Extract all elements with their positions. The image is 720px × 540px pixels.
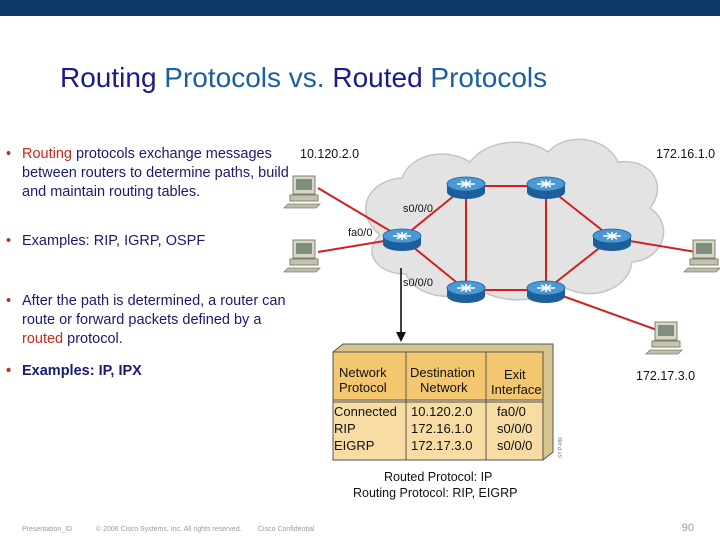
router-icon — [383, 229, 421, 251]
router-icon — [527, 281, 565, 303]
network-label-172-16-1-0: 172.16.1.0 — [656, 147, 716, 161]
router-icon — [527, 177, 565, 199]
pc-icon — [284, 176, 320, 208]
bullet-text: Examples: RIP, IGRP, OSPF — [22, 233, 206, 249]
network-label-172-17-3-0: 172.17.3.0 — [636, 369, 696, 383]
router-icon — [447, 177, 485, 199]
table-cell: 10.120.2.0 — [411, 404, 473, 419]
routing-table — [333, 344, 553, 460]
table-header-network-protocol: Network Protocol — [339, 365, 387, 395]
table-cell: 172.17.3.0 — [411, 438, 473, 453]
title-part-protocols-vs: Protocols vs. — [156, 62, 333, 93]
interface-label-s0-0-0: s0/0/0 — [403, 203, 433, 215]
network-label-10-120-2-0: 10.120.2.0 — [300, 147, 360, 161]
table-cell: RIP — [334, 421, 356, 436]
bullet-marker: • — [6, 233, 12, 249]
router-icon — [593, 229, 631, 251]
table-header-destination-network: Destination Network — [410, 365, 476, 395]
table-cell: EIGRP — [334, 438, 375, 453]
bullet-highlight-routing: Routing — [22, 146, 72, 162]
footer-presentation-id: Presentation_ID — [22, 526, 73, 533]
interface-label-fa0-0: fa0/0 — [348, 227, 373, 239]
interface-label-s0-0-0: s0/0/0 — [403, 277, 433, 289]
table-cell: fa0/0 — [497, 404, 526, 419]
title-part-routed: Routed — [332, 62, 423, 93]
caption-routing-protocol: Routing Protocol: RIP, EIGRP — [353, 486, 518, 500]
footer-copyright: © 2006 Cisco Systems, Inc. All rights reserved. — [96, 526, 242, 533]
bullet-text-rest: protocols exchange messages between routers to determine paths, build and maintain routing tables. — [22, 146, 289, 200]
pointer-arrow-head — [396, 332, 406, 342]
figure-code: ST P-#86 — [558, 436, 564, 458]
title-part-routing: Routing — [60, 62, 157, 93]
bullet-marker: • — [6, 363, 12, 379]
pc-icon — [646, 322, 682, 354]
bullet-highlight-routed: routed — [22, 331, 64, 347]
table-cell: s0/0/0 — [497, 438, 533, 453]
footer-confidential: Cisco Confidential — [258, 526, 315, 533]
caption-routed-protocol: Routed Protocol: IP — [384, 470, 493, 484]
table-cell: s0/0/0 — [497, 421, 533, 436]
bullet-text-pre: After the path is determined, a router can route or forward packets defined by a — [22, 293, 286, 328]
bullet-marker: • — [6, 293, 12, 309]
bullet-text-post: protocol. — [63, 331, 123, 347]
pc-icon — [684, 240, 720, 272]
page-number: 90 — [681, 522, 694, 534]
network-cloud — [366, 139, 664, 299]
pc-icon — [284, 240, 320, 272]
table-cell: 172.16.1.0 — [411, 421, 473, 436]
table-cell: Connected — [334, 404, 397, 419]
router-icon — [447, 281, 485, 303]
table-header-exit-interface: Exit Interface — [491, 367, 542, 397]
bullet-marker: • — [6, 146, 12, 162]
bullet-text: Examples: IP, IPX — [22, 363, 142, 379]
title-part-protocols: Protocols — [422, 62, 548, 93]
